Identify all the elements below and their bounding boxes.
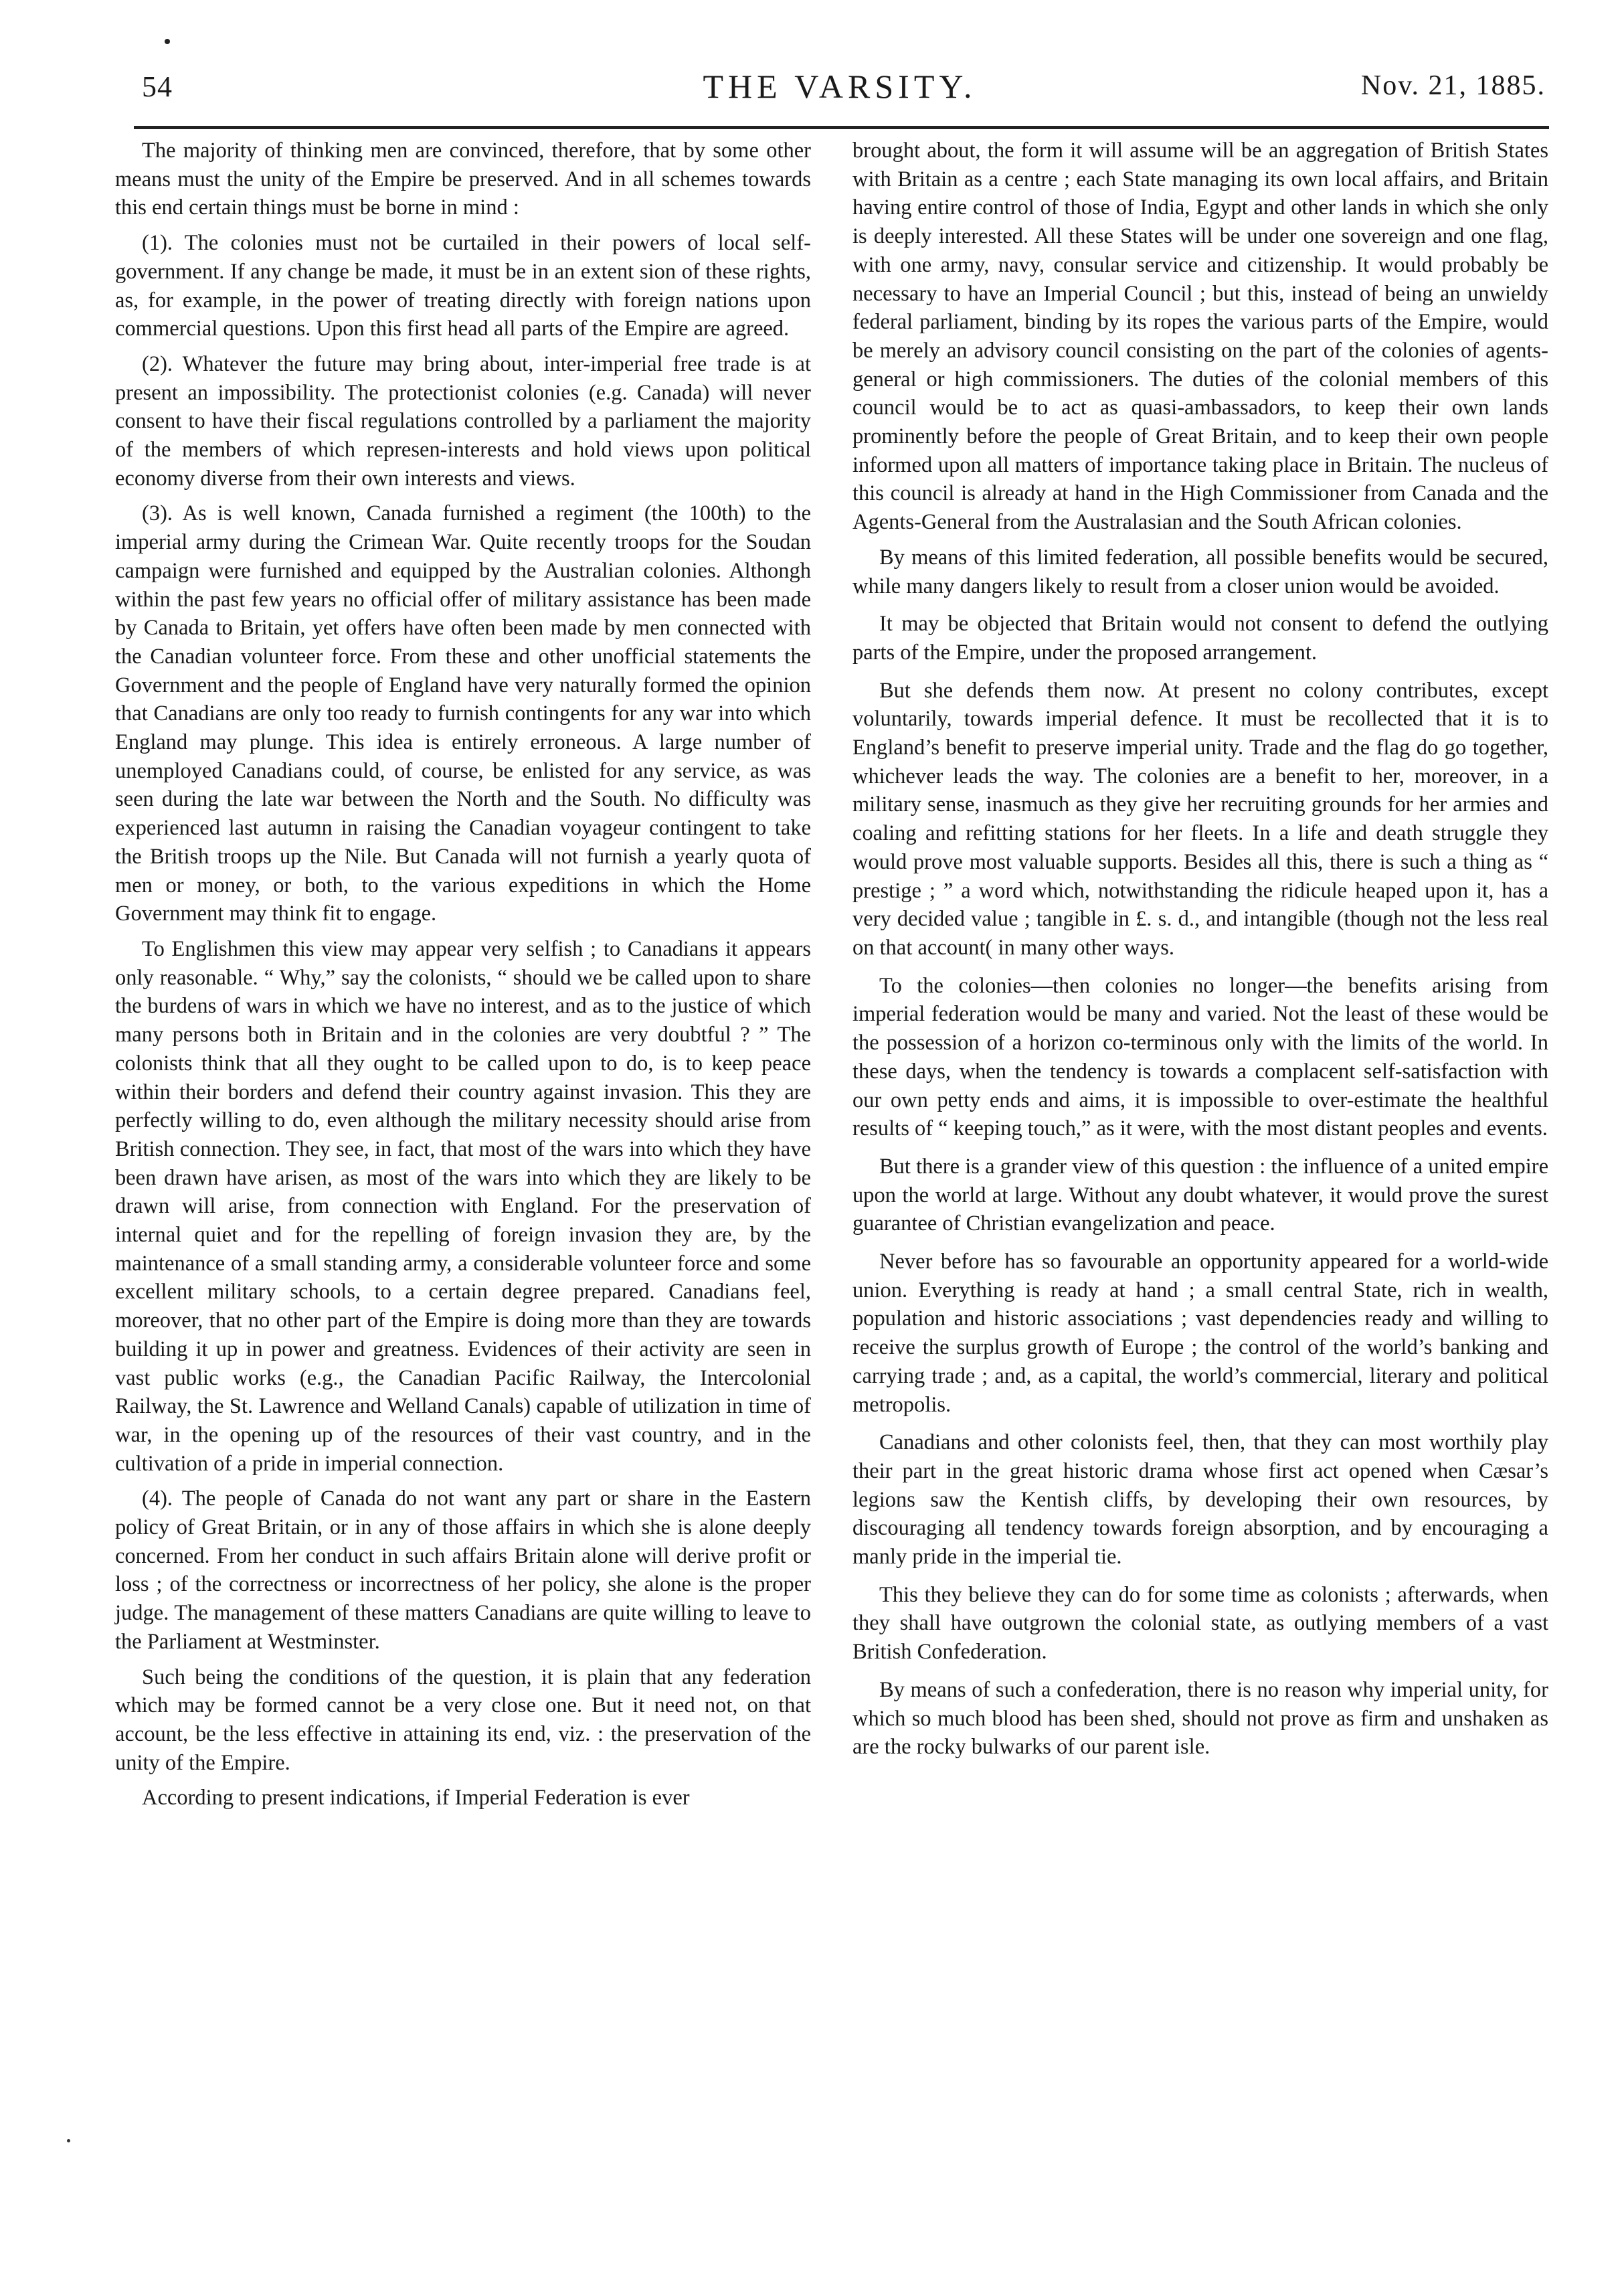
paragraph: It may be objected that Britain would not consent to defend the outlying parts of the Empire, under the proposed arrangement.: [852, 612, 1548, 665]
paragraph: Canadians and other colonists feel, then, that they can most worthily play their part in the great historic drama whose first act opened when Cæsar’s legions saw the Kentish cliffs, by developing their own resources, by discouraging all tendency towards foreign absorption, and by encouraging a manly pride in the imperial tie.: [852, 1430, 1548, 1569]
right-column: [852, 137, 1548, 1768]
print-speck: [165, 39, 170, 44]
header-rule: [134, 126, 1549, 129]
page-header: [134, 64, 1546, 118]
paragraph: This they believe they can do for some time as colonists ; afterwards, when they shall have outgrown the colonial state, as outlying members of a vast British Confederation.: [852, 1582, 1548, 1665]
paragraph: To Englishmen this view may appear very selfish ; to Canadians it appears only reasonable. “ Why,” say the colonists, “ should we be called upon to share the burdens of wars in which we have no interest, and as to the justice of which many persons both in Britain and in the colonies are very doubtful ? ” The colonists think that all they ought to be called upon to do, is to keep peace within their borders and defend their country against invasion. This they are perfectly willing to do, even although the military necessity should arise from British connection. They see, in fact, that most of the wars into which they have been drawn have arisen, as most of the wars into which they are likely to be drawn will arise, from connection with England. For the preservation of internal quiet and for the repelling of foreign invasion they are, by the maintenance of a small standing army, a considerable volunteer force and some excellent military schools, to a certain degree prepared. Canadians feel, moreover, that no other part of the Empire is doing more than they are towards building it up in power and greatness. Evidences of their activity are seen in vast public works (e.g., the Canadian Pacific Railway, the Intercolonial Railway, the St. Lawrence and Welland Canals) capable of utilization in time of war, in the opening up of the resources of their vast country, and in the cultivation of a pride in imperial connection.: [115, 936, 811, 1476]
paragraph: To the colonies—then colonies no longer—the benefits arising from imperial federation would be many and varied. Not the least of these would be the possession of a horizon co-terminous only with the limits of the world. In these days, when the tendency is towards a complacent self-satisfaction with our own petty ends and aims, it is impossible to over-estimate the healthful results of “ keeping touch,” as it were, with the most distant peoples and events.: [852, 973, 1548, 1141]
paragraph: (1). The colonies must not be curtailed in their powers of local self-government. If any change be made, it must be in an extent sion of these rights, as, for example, in the power of treating directly with foreign nations upon commercial questions. Upon this first head all parts of the Empire are agreed.: [115, 231, 811, 341]
paragraph: By means of this limited federation, all possible benefits would be secured, while many dangers likely to result from a closer union would be avoided.: [852, 545, 1548, 598]
paragraph: (4). The people of Canada do not want any part or share in the Eastern policy of Great Britain, or in any of those affairs in which she is alone deeply concerned. From her conduct in such affairs Britain alone will derive profit or loss ; of the correctness or incorrectness of her policy, she alone is the proper judge. The management of these matters Canadians are quite willing to leave to the Parliament at Westminster.: [115, 1487, 811, 1654]
paragraph: Never before has so favourable an opportunity appeared for a world-wide union. Everything is ready at hand ; a small central State, rich in wealth, population and historic associations ; vast dependencies ready and willing to receive the surplus growth of Europe ; the control of the world’s banking and carrying trade ; and, as a capital, the world’s commercial, literary and political metropolis.: [852, 1250, 1548, 1417]
page-number: 54: [142, 70, 173, 103]
paragraph: But she defends them now. At present no colony contributes, except voluntarily, towards imperial defence. It must be recollected that it is to England’s benefit to preserve imperial unity. Trade and the flag do go together, whichever leads the way. The colonies are a benefit to her, moreover, in a military sense, inasmuch as they give her recruiting grounds for her armies and coaling and refitting stations for her fleets. In a life and death struggle they would prove most valuable supports. Besides all this, there is such a thing as “ prestige ; ” a word which, notwithstanding the ridicule heaped upon it, has a very decided value ; tangible in £. s. d., and intangible (though not the less real on that account( in many other ways.: [852, 678, 1548, 960]
paragraph: But there is a grander view of this question : the influence of a united empire upon the world at large. Without any doubt whatever, it would prove the surest guarantee of Christian evangelization and peace.: [852, 1154, 1548, 1236]
issue-date: Nov. 21, 1885.: [1360, 70, 1546, 101]
paragraph: brought about, the form it will assume will be an aggregation of British States with Britain as a centre ; each State managing its own local affairs, and Britain having entire control of those of India, Egypt and other lands in which she only is deeply interested. All these States will be under one sovereign and one flag, with one army, navy, consular service and citizenship. It would probably be necessary to have an Imperial Council ; but this, instead of being an unwieldy federal parliament, binding by its ropes the various parts of the Empire, would be merely an advisory council consisting on the part of the colonies of agents-general or high commissioners. The duties of the colonial members of this council would be to act as quasi-ambassadors, to keep their own lands prominently before the people of Great Britain, and to keep their own people informed upon all matters of importance taking place in Britain. The nucleus of this council is already at hand in the High Commissioner from Canada and the Agents-General from the Australasian and the South African colonies.: [852, 139, 1548, 535]
paragraph: (2). Whatever the future may bring about, inter-imperial free trade is at present an impossibility. The protectionist colonies (e.g. Canada) will never consent to have their fiscal regulations controlled by a parliament the majority of the members of which represen-interests and hold views upon political economy diverse from their own interests and views.: [115, 351, 811, 491]
paragraph: By means of such a confederation, there is no reason why imperial unity, for which so much blood has been shed, should not prove as firm and unshaken as are the rocky bulwarks of our parent isle.: [852, 1677, 1548, 1760]
left-column: [115, 137, 811, 1819]
margin-speck: [67, 2139, 70, 2142]
paragraph: The majority of thinking men are convinced, therefore, that by some other means must the unity of the Empire be preserved. And in all schemes towards this end certain things must be borne in mind :: [115, 139, 811, 220]
masthead-title: THE VARSITY.: [703, 68, 977, 105]
paragraph: Such being the conditions of the question, it is plain that any federation which may be formed cannot be a very close one. But it need not, on that account, be the less effective in attaining its end, viz. : the preservation of the unity of the Empire.: [115, 1665, 811, 1775]
paragraph: According to present indications, if Imperial Federation is ever: [142, 1786, 690, 1810]
paragraph: (3). As is well known, Canada furnished a regiment (the 100th) to the imperial army during the Crimean War. Quite recently troops for the Soudan campaign were furnished and equipped by the Australian colonies. Althongh within the past few years no official offer of military assistance has been made by Canada to Britain, yet offers have often been made by men connected with the Canadian volunteer force. From these and other unofficial statements the Government and the people of England have very naturally formed the opinion that Canadians are only too ready to furnish contingents for any war into which England may plunge. This idea is entirely erroneous. A large number of unemployed Canadians could, of course, be enlisted for any service, as was seen during the late war between the North and the South. No difficulty was experienced last autumn in raising the Canadian voyageur contingent to take the British troops up the Nile. But Canada will not furnish a yearly quota of men or money, or both, to the various expeditions in which the Home Government may think fit to engage.: [115, 501, 811, 926]
